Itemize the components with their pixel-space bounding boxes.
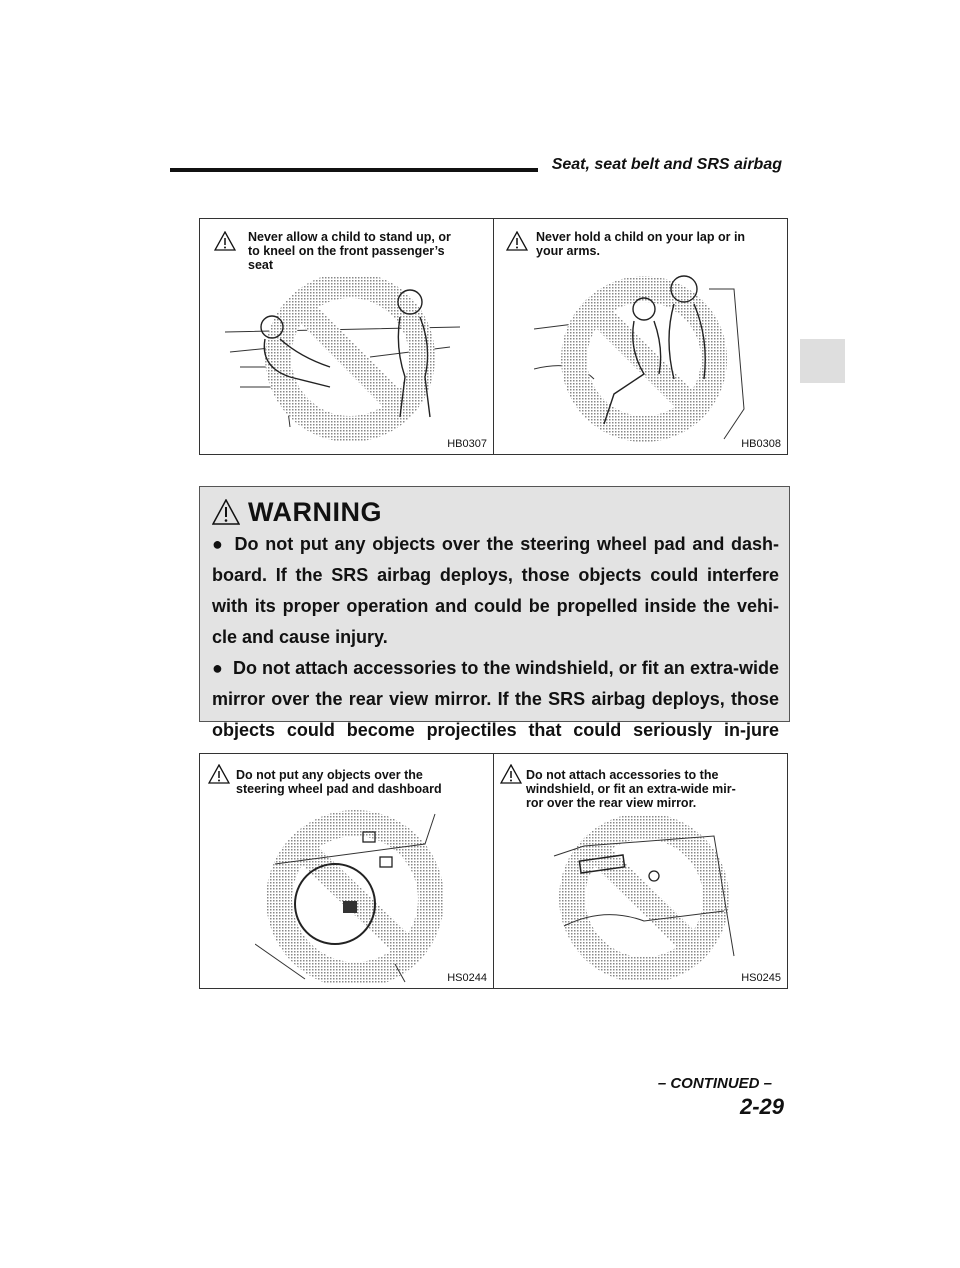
header-rule	[170, 168, 538, 172]
warning-triangle-icon	[212, 499, 240, 525]
figure-code: HB0308	[741, 438, 781, 450]
warning-triangle-icon	[214, 231, 236, 251]
figure-code: HS0245	[741, 972, 781, 984]
figure-caption: Never hold a child on your lap or in your arms.	[536, 230, 746, 258]
page-number: 2-29	[739, 1094, 784, 1119]
windshield-accessories-illustration	[544, 816, 744, 981]
figure-code: HS0244	[447, 972, 487, 984]
section-title: Seat, seat belt and SRS airbag	[551, 156, 782, 173]
figure-panel-hs0245	[493, 754, 787, 988]
chapter-tab	[800, 339, 845, 383]
bottom-figure-row	[199, 753, 788, 989]
figure-panel-hb0307	[200, 219, 493, 454]
figure-caption: Never allow a child to stand up, or to kneel on the front passenger’s seat	[248, 230, 451, 272]
warning-triangle-icon	[500, 764, 522, 784]
warning-header	[212, 495, 779, 529]
bullet-icon: ●	[212, 534, 225, 554]
child-on-lap-illustration	[534, 269, 754, 444]
continued-note: – CONTINUED –	[657, 1075, 772, 1092]
warning-triangle-icon	[506, 231, 528, 251]
warning-title: WARNING	[248, 496, 382, 527]
warning-triangle-icon	[208, 764, 230, 784]
figure-caption: Do not put any objects over the steering wheel pad and dashboard	[236, 768, 442, 796]
bullet-icon: ●	[212, 658, 223, 678]
warning-item-text: Do not put any objects over the steering wheel pad and dash-board. If the SRS airbag deploys, those objects could interfere with its proper operation and could be propelled inside the vehi-cle and cause injury.	[212, 534, 780, 647]
warning-item	[212, 529, 779, 653]
figure-panel-hb0308	[493, 219, 787, 454]
warning-item-text: Do not attach accessories to the windshield, or fit an extra-wide mirror over the rear view mirror. If the SRS airbag deploys, those objects could become projectiles that could seriously in-jure	[212, 658, 779, 740]
warning-box	[199, 486, 790, 740]
figure-panel-hs0244	[200, 754, 493, 988]
figure-caption: Do not attach accessories to the windshield, or fit an extra-wide mir- ror over the rear view mirror.	[526, 768, 736, 810]
child-standing-illustration	[220, 277, 480, 447]
steering-wheel-objects-illustration	[255, 804, 455, 984]
figure-code: HB0307	[447, 438, 487, 450]
top-figure-row	[199, 218, 788, 455]
